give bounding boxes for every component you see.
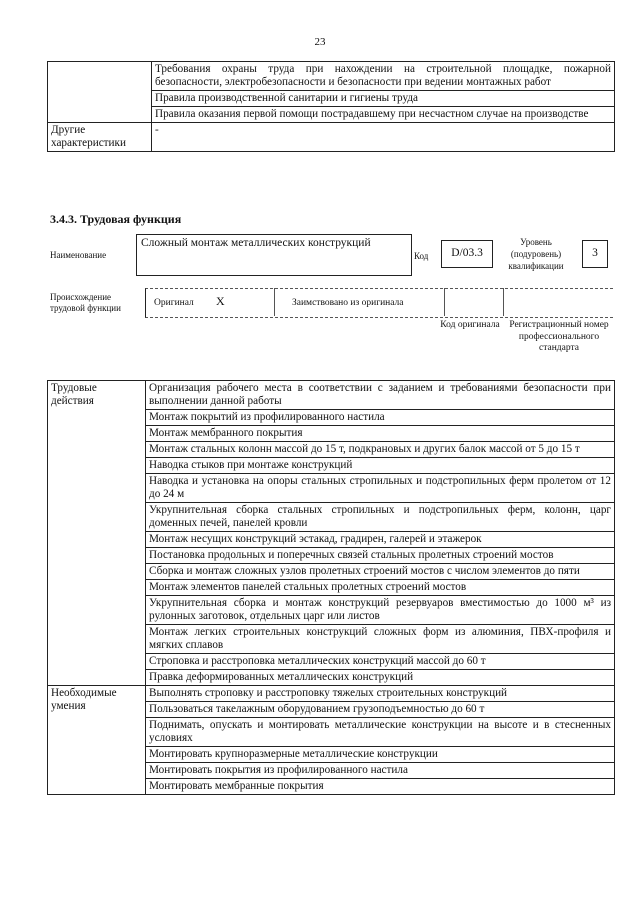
original-label: Оригинал xyxy=(154,298,194,308)
code-label: Код xyxy=(414,251,429,261)
list-item: Монтировать мембранные покрытия xyxy=(146,779,615,795)
list-item: Монтировать покрытия из профилированного настила xyxy=(146,763,615,779)
requirements-table xyxy=(47,61,615,152)
list-item: Организация рабочего места в соответствии с заданием и требованиями безопасности при выполнении данной работы xyxy=(146,381,615,410)
list-item: Сборка и монтаж сложных узлов пролетных строений мостов с числом элементов до пяти xyxy=(146,564,615,580)
list-item: Монтаж покрытий из профилированного настила xyxy=(146,410,615,426)
origin-divider xyxy=(274,288,275,316)
table-row xyxy=(48,686,615,702)
table-row xyxy=(48,381,615,410)
name-label: Наименование xyxy=(50,250,107,260)
reg-caption: Регистрационный номер профессионального стандарта xyxy=(509,320,609,353)
row-label: Другие характеристики xyxy=(48,123,152,152)
list-item: Строповка и расстроповка металлических конструкций массой до 60 т xyxy=(146,654,615,670)
main-table xyxy=(47,380,615,795)
list-item: Пользоваться такелажным оборудованием грузоподъемностью до 60 т xyxy=(146,702,615,718)
list-item: Наводка стыков при монтаже конструкций xyxy=(146,458,615,474)
list-item: Монтаж стальных колонн массой до 15 т, подкрановых и других балок массой от 5 до 15 т xyxy=(146,442,615,458)
list-item: Укрупнительная сборка и монтаж конструкций резервуаров вместимостью до 1000 м³ из рулонных заготовок, отдельных царг или листов xyxy=(146,596,615,625)
function-name-value: Сложный монтаж металлических конструкций xyxy=(136,234,412,276)
level-label: Уровень (подуровень) квалификации xyxy=(508,237,564,271)
origin-divider-2 xyxy=(444,288,445,316)
row-text: Правила оказания первой помощи пострадавшему при несчастном случае на производстве xyxy=(152,107,615,123)
list-item: Постановка продольных и поперечных связей стальных пролетных строений мостов xyxy=(146,548,615,564)
code-caption: Код оригинала xyxy=(440,320,500,330)
list-item: Выполнять строповку и расстроповку тяжелых строительных конструкций xyxy=(146,686,615,702)
list-item: Укрупнительная сборка стальных стропильных и подстропильных ферм, колонн, царг доменных печей, панелей кровли xyxy=(146,503,615,532)
borrowed-label: Заимствовано из оригинала xyxy=(292,298,404,308)
page-number: 23 xyxy=(314,36,326,48)
list-item: Монтаж несущих конструкций эстакад, градирен, галерей и этажерок xyxy=(146,532,615,548)
requirements-row xyxy=(48,123,615,152)
list-item: Монтаж легких строительных конструкций сложных форм из алюминия, ПВХ-профиля и мягких сплавов xyxy=(146,625,615,654)
requirements-row xyxy=(48,62,615,91)
row-text: Правила производственной санитарии и гигиены труда xyxy=(152,91,615,107)
origin-divider-3 xyxy=(503,288,504,316)
function-code-value: D/03.3 xyxy=(441,240,493,268)
row-text: - xyxy=(152,123,615,152)
row-text: Требования охраны труда при нахождении на строительной площадке, пожарной безопасности, электробезопасности и безопасности при ведении монтажных работ xyxy=(152,62,615,91)
list-item: Монтаж элементов панелей стальных пролетных строений мостов xyxy=(146,580,615,596)
list-item: Монтаж мембранного покрытия xyxy=(146,426,615,442)
list-item: Монтировать крупноразмерные металлические конструкции xyxy=(146,747,615,763)
list-item: Правка деформированных металлических конструкций xyxy=(146,670,615,686)
group-label: Необходимые умения xyxy=(48,686,146,795)
level-value: 3 xyxy=(582,240,608,268)
list-item: Наводка и установка на опоры стальных стропильных и подстропильных ферм пролетом от 12 до 24 м xyxy=(146,474,615,503)
origin-label: Происхождение трудовой функции xyxy=(50,292,121,313)
original-mark: X xyxy=(216,294,225,308)
list-item: Поднимать, опускать и монтировать металлические конструкции на высоте и в стесненных условиях xyxy=(146,718,615,747)
row-label xyxy=(48,62,152,123)
section-heading: 3.4.3. Трудовая функция xyxy=(50,212,182,226)
group-label: Трудовые действия xyxy=(48,381,146,686)
